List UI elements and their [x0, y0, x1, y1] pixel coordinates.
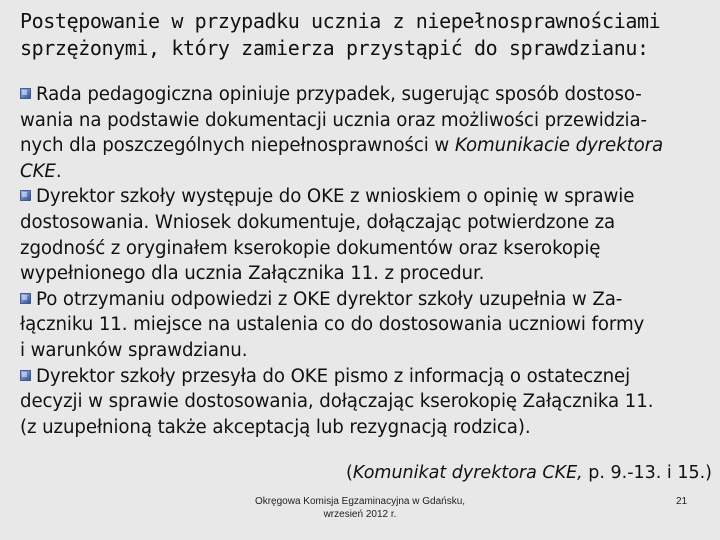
bullet-1-italic-tail: Komunikacie dyrektora: [454, 135, 664, 157]
source-citation: [346, 461, 712, 485]
bullet-3-line-2: łączniku 11. miejsce na ustalenia co do dostosowania uczniowi formy: [20, 314, 645, 336]
citation-rest: p. 9.-13. i 15.): [582, 463, 712, 483]
bullet-4-line-1: Dyrektor szkoły przesyła do OKE pismo z informacją o ostatecznej: [36, 365, 631, 387]
footer-org-line-2: wrzesień 2012 r.: [323, 509, 397, 520]
checkbox-square-bullet-icon: [20, 370, 31, 381]
title-line-2: sprzężonymi, który zamierza przystąpić do sprawdzianu:: [20, 36, 649, 60]
bullet-1-italic-cke: CKE: [20, 160, 56, 182]
bullet-1-line-2: wania na podstawie dokumentacji ucznia oraz możliwości przewidzia-: [20, 109, 648, 131]
bullet-3-line-3: i warunków sprawdzianu.: [20, 339, 248, 361]
bullet-2-line-2: dostosowania. Wniosek dokumentuje, dołączając potwierdzone za: [20, 211, 616, 233]
list-item-1: [20, 82, 715, 184]
footer-org-line-1: Okręgowa Komisja Egzaminacyjna w Gdańsku,: [254, 496, 466, 507]
title-line-1: Postępowanie w przypadku ucznia z niepełnosprawnościami: [20, 9, 661, 33]
checkbox-square-bullet-icon: [20, 190, 31, 201]
checkbox-square-bullet-icon: [20, 293, 31, 304]
bullet-1-line-1: Rada pedagogiczna opiniuje przypadek, sugerując sposób dostoso-: [36, 84, 642, 105]
bullet-3-line-1: Po otrzymaniu odpowiedzi z OKE dyrektor szkoły uzupełnia w Za-: [36, 288, 623, 310]
bullet-1-line-3: nych dla poszczególnych niepełnosprawności w: [20, 135, 455, 157]
citation-italic: Komunikat dyrektora CKE,: [352, 463, 583, 483]
list-item-2: [20, 184, 715, 286]
bullet-1-end: .: [55, 160, 62, 182]
bullet-2-line-4: wypełnionego dla ucznia Załącznika 11. z procedur.: [20, 263, 485, 285]
bullet-4-line-2: decyzji w sprawie dostosowania, dołączając kserokopię Załącznika 11.: [20, 391, 654, 413]
page-number: 21: [676, 496, 688, 507]
slide-title: [20, 8, 710, 62]
list-item-3: [20, 287, 715, 364]
citation-open: (: [346, 463, 353, 483]
checkbox-square-bullet-icon: [20, 88, 31, 99]
footer-organization: [230, 495, 490, 521]
bullet-list: [20, 82, 715, 440]
bullet-2-line-3: zgodność z oryginałem kserokopie dokumentów oraz kserokopię: [20, 237, 601, 259]
list-item-4: [20, 364, 715, 441]
bullet-4-line-3: (z uzupełnioną także akceptacją lub rezygnacją rodzica).: [20, 416, 531, 438]
bullet-2-line-1: Dyrektor szkoły występuje do OKE z wnioskiem o opinię w sprawie: [36, 186, 635, 208]
